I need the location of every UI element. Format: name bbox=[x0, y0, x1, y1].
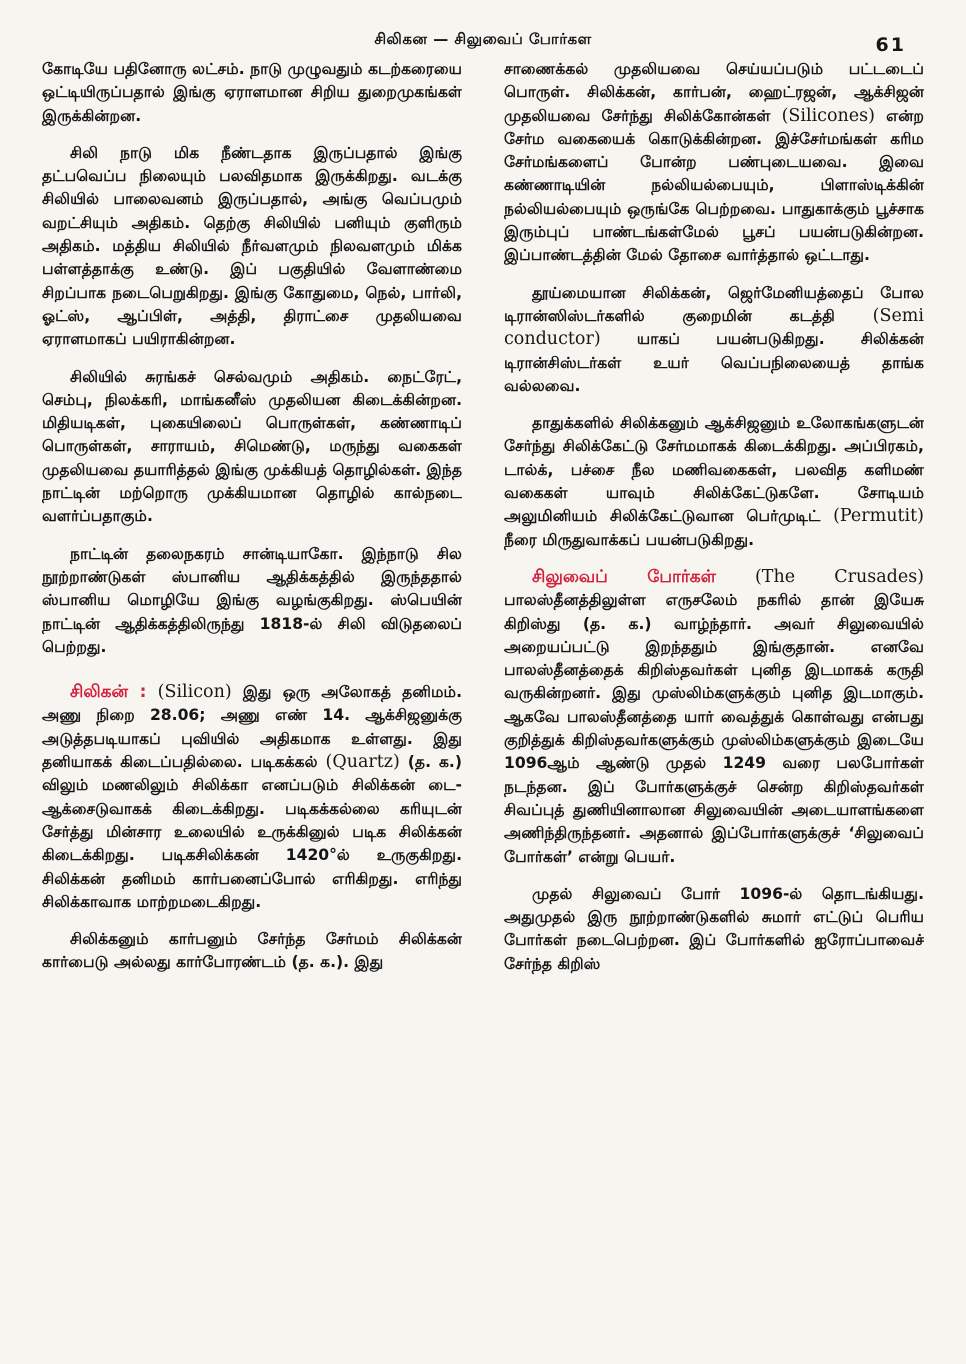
entry-text: (த. க.) விலும் மணலிலும் சிலிக்கா எனப்படும் சிலிக்கன் டை-ஆக்சைடுவாகக் கிடைக்கிறது. படிகக்கல்லை கரியுடன் சேர்த்து மின்சார உலையில் உருக்கினுல் படிக சிலிக்கன் கிடைக்கிறது. படிகசிலிக்கன் 1420°ல் உருகுகிறது. சிலிக்கன் தனிமம் கார்பனைப்போல் எரிகிறது. எரிந்து சிலிக்காவாக மாற்றமடைகிறது. bbox=[42, 753, 462, 911]
crusades-entry bbox=[504, 566, 924, 869]
left-column bbox=[42, 58, 462, 1354]
page-number: 61 bbox=[875, 34, 906, 56]
latin-term: (Semi conductor) bbox=[504, 305, 924, 350]
paragraph bbox=[504, 58, 924, 268]
paragraph-text: நீரை மிருதுவாக்கப் பயன்படுகிறது. bbox=[504, 530, 755, 549]
latin-term: (Silicones) bbox=[781, 105, 875, 126]
paragraph: சிலிக்கனும் கார்பனும் சேர்ந்த சேர்மம் சிலிக்கன் கார்பைடு அல்லது கார்போரண்டம் (த. க.). இது bbox=[42, 930, 462, 972]
silicon-entry bbox=[42, 681, 462, 914]
latin-term: (Quartz) bbox=[325, 752, 400, 773]
entry-latin-name: (Silicon) bbox=[157, 682, 232, 703]
right-column bbox=[504, 58, 924, 1354]
entry-headword: சிலுவைப் போர்கள் bbox=[532, 566, 716, 587]
running-title: சிலிகன — சிலுவைப் போர்கள bbox=[374, 30, 592, 48]
paragraph-text: தாதுக்களில் சிலிக்கனும் ஆக்சிஜனும் உலோகங்களுடன் சேர்ந்து சிலிக்கேட்டு சேர்மமாகக் கிடைக்கிறது. அப்பிரகம், டால்க், பச்சை நீல மணிவகைகள், பலவித களிமண் வகைகள் யாவும் சிலிக்கேட்டுகளே. சோடியம் அலுமினியம் சிலிக்கேட்டுவான பெர்முடிட் bbox=[504, 414, 924, 526]
paragraph-text: தூய்மையான சிலிக்கன், ஜெர்மேனியத்தைப் போல டிரான்ஸிஸ்டர்களில் குறைமின் கடத்தி bbox=[504, 283, 924, 325]
paragraph-text: யாகப் பயன்படுகிறது. சிலிக்கன் டிரான்சிஸ்டர்கள் உயர் வெப்பநிலையைத் தாங்க வல்லவை. bbox=[504, 330, 924, 395]
paragraph-text: என்ற சேர்ம வகையைக் கொடுக்கின்றன. இச்சேர்மங்கள் கரிம சேர்மங்களைப் போன்ற பண்புடையவை. இவை கண்ணாடியின் நல்லியல்பையும், பிளாஸ்டிக்கின் நல்லியல்பையும் ஒருங்கே பெற்றவை. பாதுகாக்கும் பூச்சாக இரும்புப் பாண்டங்கள்மேல் பூசப் பயன்படுகின்றன. இப்பாண்டத்தின் மேல் தோசை வார்த்தால் ஒட்டாது. bbox=[504, 106, 924, 265]
entry-headword: சிலிகன் : bbox=[70, 682, 147, 703]
paragraph-text: சாணைக்கல் முதலியவை செய்யப்படும் பட்டடைப் பொருள். சிலிக்கன், கார்பன், ஹைட்ரஜன், ஆக்சிஜன் முதலியவை சேர்ந்து சிலிக்கோன்கள் bbox=[504, 60, 924, 125]
paragraph bbox=[504, 282, 924, 398]
latin-term: (Permutit) bbox=[833, 506, 924, 527]
entry-text: இது ஒரு அலோகத் தனிமம். அணு நிறை 28.06; அணு எண் 14. ஆக்சிஜனுக்கு அடுத்தபடியாகப் புவியில் அதிகமாக உள்ளது. இது தனியாகக் கிடைப்பதில்லை. படிகக்கல் bbox=[42, 683, 462, 772]
paragraph: கோடியே பதினோரு லட்சம். நாடு முழுவதும் கடற்கரையை ஒட்டியிருப்பதால் இங்கு ஏராளமான சிறிய துறைமுகங்கள் இருக்கின்றன. bbox=[42, 60, 462, 125]
entry-text: பாலஸ்தீனத்திலுள்ள எருசலேம் நகரில் தான் இயேசு கிறிஸ்து (த. க.) வாழ்ந்தார். அவர் சிலுவையில் அறையப்பட்டு இறந்ததும் இங்குதான். எனவே பாலஸ்தீனத்தைக் கிறிஸ்தவர்கள் புனித இடமாகக் கருதி வருகின்றனர். இது முஸ்லிம்களுக்கும் புனித இடமாகும். ஆகவே பாலஸ்தீனத்தை யார் வைத்துக் கொள்வது என்பது குறித்துக் கிறிஸ்தவர்களுக்கும் முஸ்லிம்களுக்கும் இடையே 1096ஆம் ஆண்டு முதல் 1249 வரை பலபோர்கள் நடந்தன. இப் போர்களுக்குச் சென்ற கிறிஸ்தவர்கள் சிவப்புத் துணியினாலான சிலுவையின் அடையாளங்களை அணிந்திருந்தனர். அதனால் இப்போர்களுக்குச் ‘சிலுவைப் போர்கள்’ என்று பெயர். bbox=[504, 591, 924, 866]
paragraph bbox=[504, 412, 924, 552]
paragraph: முதல் சிலுவைப் போர் 1096-ல் தொடங்கியது. அதுமுதல் இரு நூற்றாண்டுகளில் சுமார் எட்டுப் பெரிய போர்கள் நடைபெற்றன. இப் போர்களில் ஐரோப்பாவைச் சேர்ந்த கிறிஸ் bbox=[504, 884, 924, 973]
paragraph: சிலியில் சுரங்கச் செல்வமும் அதிகம். நைட்ரேட், செம்பு, நிலக்கரி, மாங்கனீஸ் முதலியன கிடைக்கின்றன. மிதியடிகள், புகையிலைப் பொருள்கள், கண்ணாடிப் பொருள்கள், சாராயம், சிமெண்டு, மருந்து வகைகள் முதலியவை தயாரித்தல் இங்கு முக்கியத் தொழில்கள். இந்த நாட்டின் மற்றொரு முக்கியமான தொழில் கால்நடை வளர்ப்பதாகும். bbox=[42, 367, 462, 526]
text-columns bbox=[42, 58, 924, 1354]
paragraph: சிலி நாடு மிக நீண்டதாக இருப்பதால் இங்கு தட்பவெப்ப நிலையும் பலவிதமாக இருக்கிறது. வடக்கு சிலியில் பாலைவனம் இருப்பதால், அங்கு வெப்பமும் வறட்சியும் அதிகம். தெற்கு சிலியில் பனியும் குளிரும் அதிகம். மத்திய சிலியில் நீர்வளமும் நிலவளமும் மிக்க பள்ளத்தாக்கு உண்டு. இப் பகுதியில் வேளாண்மை சிறப்பாக நடைபெறுகிறது. இங்கு கோதுமை, நெல், பார்லி, ஓட்ஸ், ஆப்பிள், அத்தி, திராட்சை முதலியவை ஏராளமாகப் பயிராகின்றன. bbox=[42, 143, 462, 349]
paragraph: நாட்டின் தலைநகரம் சான்டியாகோ. இந்நாடு சில நூற்றாண்டுகள் ஸ்பானிய ஆதிக்கத்தில் இருந்ததால் ஸ்பானிய மொழியே இங்கு வழங்குகிறது. ஸ்பெயின் நாட்டின் ஆதிக்கத்திலிருந்து 1818-ல் சிலி விடுதலைப் பெற்றது. bbox=[42, 544, 462, 656]
entry-latin-name: (The Crusades) bbox=[754, 566, 924, 587]
